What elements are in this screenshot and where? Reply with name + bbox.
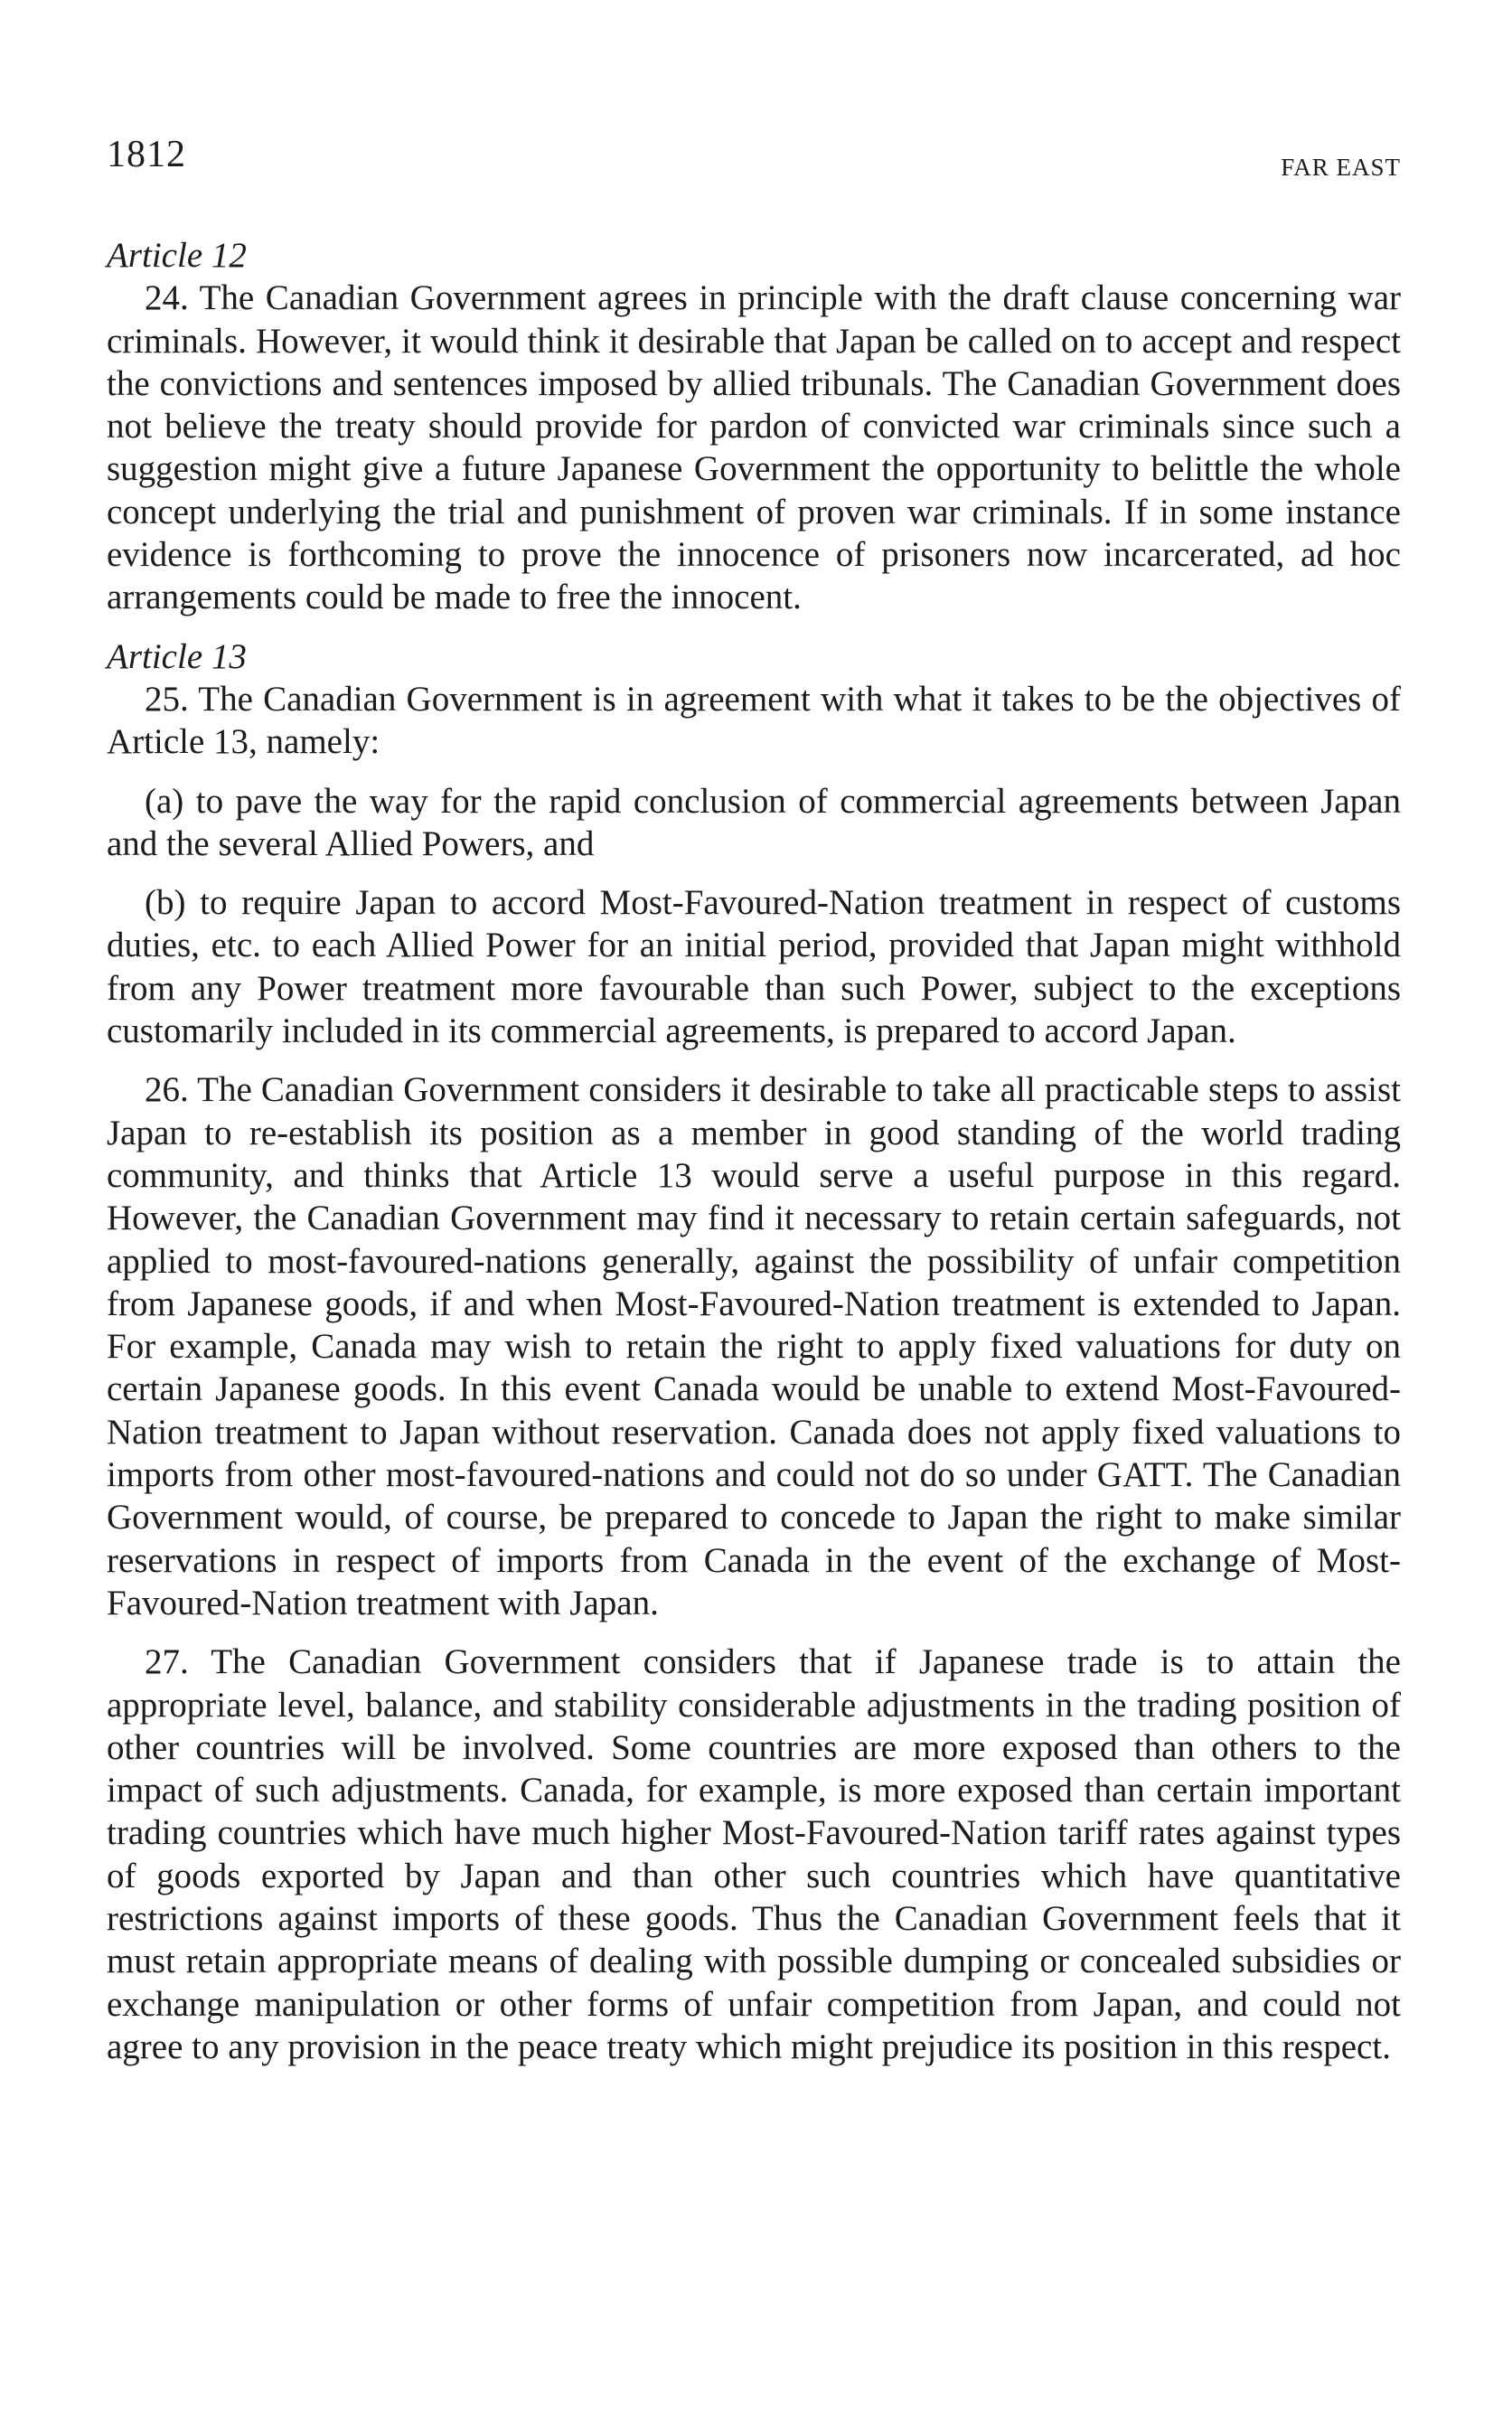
paragraph-26: 26. The Canadian Government considers it desirable to take all practicable steps to assist Japan to re-establish its position as a member in good standing of the world trading community, and thinks that Article 13 would serve a useful purpose in this regard. However, the Canadian Government may find it necessary to retain certain safeguards, not applied to most-favoured-nations generally, against the possibility of unfair competition from Japanese goods, if and when Most-Favoured-Nation treatment is extended to Japan. For example, Canada may wish to retain the right to apply fixed valuations for duty on certain Japanese goods. In this event Canada would be unable to extend Most-Favoured-Nation treatment to Japan without reservation. Canada does not apply fixed valuations to imports from other most-favoured-nations and could not do so under GATT. The Canadian Government would, of course, be prepared to concede to Japan the right to make similar reservations in respect of imports from Canada in the event of the exchange of Most-Favoured-Nation treatment with Japan. bbox=[107, 1070, 1401, 1622]
document-body bbox=[107, 234, 1401, 2068]
paragraph-27: 27. The Canadian Government considers that if Japanese trade is to attain the appropriate level, balance, and stability considerable adjustments in the trading position of other countries will be involved. Some countries are more exposed than others to the impact of such adjustments. Canada, for example, is more exposed than certain important trading countries which have much higher Most-Favoured-Nation tariff rates against types of goods exported by Japan and than other such countries which have quantitative restrictions against imports of these goods. Thus the Canadian Government feels that it must retain appropriate means of dealing with possible dumping or concealed subsidies or exchange manipulation or other forms of unfair competition from Japan, and could not agree to any provision in the peace treaty which might prejudice its position in this respect. bbox=[107, 1642, 1401, 2066]
running-head bbox=[107, 134, 1401, 179]
paragraph-24: 24. The Canadian Government agrees in principle with the draft clause concerning war criminals. However, it would think it desirable that Japan be called on to accept and respect the convictions and sentences imposed by allied tribunals. The Canadian Government does not believe the treaty should provide for pardon of convicted war criminals since such a suggestion might give a future Japanese Government the opportunity to belittle the whole concept underlying the trial and punishment of proven war criminals. If in some instance evidence is forthcoming to prove the innocence of prisoners now incarcerated, ad hoc arrangements could be made to free the innocent. bbox=[107, 278, 1401, 617]
page-number: 1812 bbox=[107, 134, 186, 175]
paragraph-25: 25. The Canadian Government is in agreement with what it takes to be the objectives of Article 13, namely: bbox=[107, 679, 1401, 762]
list-item-a: (a) to pave the way for the rapid conclusion of commercial agreements between Japan and the several Allied Powers, and bbox=[107, 781, 1401, 863]
list-item-b: (b) to require Japan to accord Most-Favoured-Nation treatment in respect of customs duties, etc. to each Allied Power for an initial period, provided that Japan might withhold from any Power treatment more favourable than such Power, subject to the exceptions customarily included in its commercial agreements, is prepared to accord Japan. bbox=[107, 883, 1401, 1051]
running-title: FAR EAST bbox=[1281, 154, 1401, 181]
article-13-heading: Article 13 bbox=[107, 636, 247, 676]
article-12-heading: Article 12 bbox=[107, 236, 247, 275]
